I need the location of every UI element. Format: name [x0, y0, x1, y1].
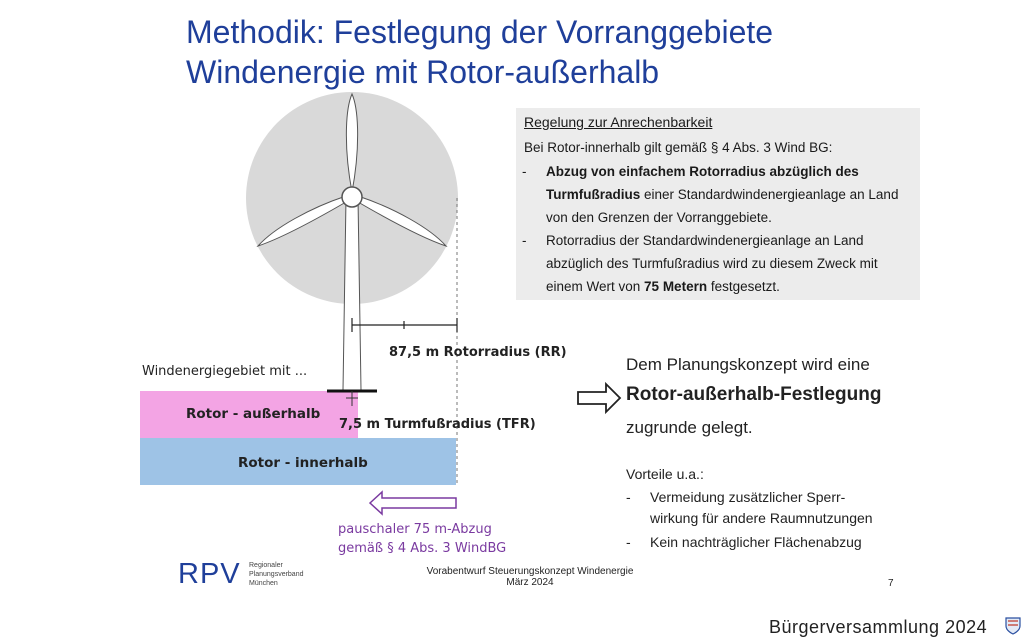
conclusion-line-2: Rotor-außerhalb-Festlegung [626, 384, 882, 405]
title-line-2: Windenergie mit Rotor-außerhalb [186, 54, 660, 90]
advantages-heading: Vorteile u.a.: [626, 466, 704, 482]
regulation-intro: Bei Rotor-innerhalb gilt gemäß § 4 Abs. 3 Wind BG: [524, 140, 833, 155]
bullet-dash: - [522, 164, 527, 179]
deduction-arrow [370, 492, 456, 514]
event-label: Bürgerversammlung 2024 [769, 617, 988, 637]
title-line-1: Methodik: Festlegung der Vorranggebiete [186, 14, 774, 50]
footer-doc-title: Vorabentwurf Steuerungskonzept Windenergie [426, 566, 634, 577]
advantage-1-line-2: wirkung für andere Raumnutzungen [650, 510, 873, 526]
rotor-outside-label: Rotor - außerhalb [186, 406, 321, 422]
regulation-item-2-bold: 75 Metern [644, 279, 708, 294]
logo-subtitle-line: Planungsverband [249, 571, 304, 578]
regulation-heading: Regelung zur Anrechenbarkeit [524, 114, 713, 130]
regulation-item-2-post: festgesetzt. [707, 279, 780, 294]
advantage-dash: - [626, 534, 631, 550]
rpv-logo: RPV [178, 558, 241, 590]
deduction-text-2: gemäß § 4 Abs. 3 WindBG [338, 541, 507, 556]
rotor-inside-label: Rotor - innerhalb [238, 455, 368, 471]
result-arrow [578, 384, 620, 412]
advantage-2-line-1: Kein nachträglicher Flächenabzug [650, 534, 862, 550]
rotor-radius-label: 87,5 m Rotorradius (RR) [389, 345, 567, 360]
area-caption: Windenergiegebiet mit ... [142, 364, 308, 379]
regulation-item-1-rest: einer Standardwindenergieanlage an Land von den Grenzen der Vorranggebiete. [546, 187, 899, 225]
conclusion-line-1: Dem Planungskonzept wird eine [626, 355, 870, 374]
tower-radius-label: 7,5 m Turmfußradius (TFR) [339, 417, 536, 432]
page-number: 7 [888, 578, 894, 589]
advantage-1-line-1: Vermeidung zusätzlicher Sperr- [650, 489, 846, 505]
logo-subtitle-line: München [249, 580, 278, 587]
footer-center [400, 566, 660, 588]
coat-of-arms-icon [1004, 616, 1022, 636]
regulation-item-2-pre: Rotorradius der Standardwindenergieanlage an Land abzüglich des Turmfußradius wird zu diesem Zweck mit einem Wert von [546, 233, 878, 294]
regulation-item-1-bold: Abzug von einfachem Rotorradius abzüglich des Turmfußradius [546, 164, 859, 202]
deduction-text-1: pauschaler 75 m-Abzug [338, 522, 492, 537]
advantage-dash: - [626, 489, 631, 505]
bullet-dash: - [522, 233, 527, 248]
conclusion-line-3: zugrunde gelegt. [626, 418, 753, 437]
rpv-logo-subtitle [249, 561, 304, 588]
footer-date: März 2024 [506, 577, 554, 588]
logo-subtitle-line: Regionaler [249, 562, 283, 569]
